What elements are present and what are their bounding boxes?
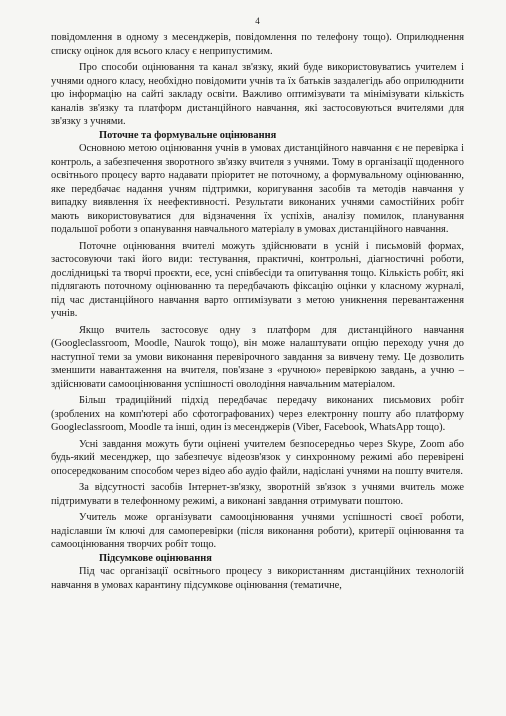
paragraph-main-goal: Основною метою оцінювання учнів в умовах дистанційного навчання є не перевірка і контроль, а забезпечення зворотного зв'язку вчителя з учнями. Тому в організації щоденного освітнього процесу варто надавати пріоритет не поточному, а формувальному оцінюванню, яке передбачає надання учням підтримки, коригування засобів та методів навчання у випадку виявлення їх неефективності. Результати виконаних учнями самостійних робіт мають використовуватися для відзначення їх успіхів, аналізу помилок, планування подальшої роботи з опанування навчального матеріалу в умовах дистанційного навчання. [51,143,464,235]
paragraph-oral-tasks: Усні завдання можуть бути оцінені учителем безпосередньо через Skype, Zoom або будь-який месенджер, що забезпечує відеозв'язок у синхронному режимі або перевірені опосередкованим способом через відео або аудіо файли, надіслані учнями на пошту вчителя. [51,438,464,477]
paragraph-traditional-approach: Більш традиційний підхід передбачає передачу виконаних письмових робіт (зроблених на комп'ютері або сфотографованих) через електронну пошту або платформу Googleclassroom, Moodle та інші, один із месенджерів (Viber, Facebook, WhatsApp тощо). [51,395,464,433]
paragraph-continuation: повідомлення в одному з месенджерів, повідомлення по телефону тощо). Оприлюднення списку оцінок для всього класу є неприпустимим. [51,32,464,57]
paragraph-current-assessment-forms: Поточне оцінювання вчителі можуть здійснювати в усній і письмовій формах, застосовуючи такі його види: тестування, практичні, контрольні, діагностичні роботи, дослідницькі та творчі проєкти, есе, усні співбесіди та опитування тощо. Кількість робіт, які підлягають поточному оцінюванню та передбачають фіксацію оцінки у класному журналі, під час дистанційного навчання варто оптимізувати з метою уникнення перевантаження учнів. [51,240,464,319]
paragraph-communication-channels: Про способи оцінювання та канал зв'язку, який буде використовуватись учителем і учнями одного класу, необхідно повідомити учнів та їх батьків заздалегідь або оприлюднити цю інформацію на сайті закладу освіти. Важливо оптимізувати та мінімізувати кількість каналів зв'язку та платформ дистанційного навчання, які застосовуються вчителями для зв'язку з учнями. [51,62,464,127]
paragraph-no-internet: За відсутності засобів Інтернет-зв'язку, зворотній зв'язок з учнями вчитель може підтримувати в телефонному режимі, а виконані завдання отримувати поштою. [51,482,464,507]
section-heading-current-assessment: Поточне та формувальне оцінювання [99,129,277,141]
page-number: 4 [255,16,260,26]
paragraph-platforms: Якщо вчитель застосовує одну з платформ для дистанційного навчання (Googleclassroom, Moodle, Naurok тощо), він може налаштувати опцію переходу учня до наступної теми за умови виконання перевірочного завдання за вивчену тему. Це дозволить зменшити навантаження на вчителя, пов'язане з «ручною» перевіркою завдань, а учню – здійснювати самооцінювання успішності оволодіння навчальним матеріалом. [51,324,464,390]
paragraph-final-assessment: Під час організації освітнього процесу з використанням дистанційних технологій навчання в умовах карантину підсумкове оцінювання (тематичне, [51,566,464,591]
paragraph-self-assessment: Учитель може організувати самооцінювання учнями успішності своєї роботи, надіславши їм ключі для самоперевірки (після виконання роботи), критерії оцінювання та самооцінювання творчих робіт тощо. [51,512,464,550]
section-heading-final-assessment: Підсумкове оцінювання [99,552,212,564]
